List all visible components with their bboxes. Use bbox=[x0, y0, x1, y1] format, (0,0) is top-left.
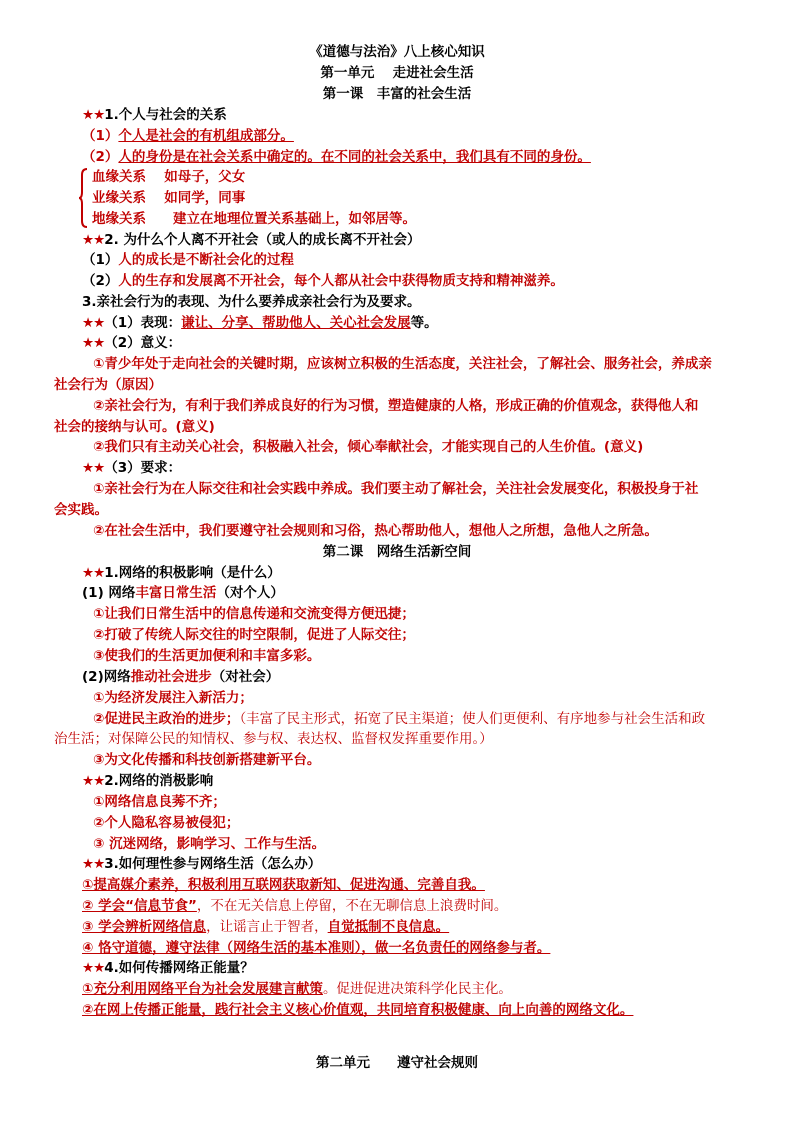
negative-2: ②个人隐私容易被侵犯； bbox=[93, 815, 240, 831]
participation-1: ①提高媒介素养，积极利用互联网获取新知、促进沟通、完善自我。 bbox=[82, 877, 485, 893]
star-icon: ★★ bbox=[82, 315, 105, 331]
star-icon: ★★ bbox=[82, 232, 105, 248]
heading-rational-participation: ★★3.如何理性参与网络生活（怎么办） bbox=[82, 856, 322, 872]
lesson-2-title: 第二课 网络生活新空间 bbox=[322, 544, 472, 560]
relation-work: 业缘关系 如同学，同事 bbox=[92, 190, 246, 206]
prosocial-requirement-label: ★★（3）要求： bbox=[82, 460, 182, 476]
impact-social-3: ③为文化传播和科技创新搭建新平台。 bbox=[93, 752, 321, 768]
star-icon: ★★ bbox=[82, 107, 105, 123]
relation-location: 地缘关系 建立在地理位置关系基础上，如邻居等。 bbox=[92, 211, 416, 227]
prosocial-significance-label: ★★（2）意义： bbox=[82, 335, 182, 351]
impact-social-2-cont: 治生活；对保障公民的知情权、参与权、表达权、监督权发挥重要作用。） bbox=[54, 731, 493, 747]
heading-prosocial: 3.亲社会行为的表现、为什么要养成亲社会行为及要求。 bbox=[82, 294, 421, 310]
heading-why-society: ★★2. 为什么个人离不开社会（或人的成长离不开社会） bbox=[82, 232, 421, 248]
impact-personal-2: ②打破了传统人际交往的时空限制，促进了人际交往； bbox=[93, 627, 415, 643]
star-icon: ★★ bbox=[82, 773, 105, 789]
participation-2: ② 学会“信息节食”，不在无关信息上停留，不在无聊信息上浪费时间。 bbox=[82, 898, 508, 914]
requirement-1a: ①亲社会行为在人际交往和社会实践中养成。我们要主动了解社会，关注社会发展变化，积极投身于社 bbox=[93, 481, 699, 497]
prosocial-manifestation: ★★（1）表现：谦让、分享、帮助他人、关心社会发展等。 bbox=[82, 315, 438, 331]
point-2: （2）人的身份是在社会关系中确定的。在不同的社会关系中，我们具有不同的身份。 bbox=[82, 149, 591, 165]
significance-3: ②我们只有主动关心社会，积极融入社会，倾心奉献社会，才能实现自己的人生价值。(意义) bbox=[93, 439, 644, 455]
impact-personal-1: ①让我们日常生活中的信息传递和交流变得方便迅捷； bbox=[93, 606, 415, 622]
star-icon: ★★ bbox=[82, 856, 105, 872]
negative-1: ①网络信息良莠不齐； bbox=[93, 794, 226, 810]
impact-social-heading: (2)网络推动社会进步（对社会） bbox=[82, 669, 280, 685]
impact-personal-heading: (1) 网络丰富日常生活（对个人） bbox=[82, 585, 284, 601]
heading-positive-energy: ★★4.如何传播网络正能量？ bbox=[82, 960, 254, 976]
positive-energy-1: ①充分利用网络平台为社会发展建言献策。促进促进决策科学化民主化。 bbox=[82, 981, 512, 997]
heading-negative-impact: ★★2.网络的消极影响 bbox=[82, 773, 214, 789]
point-1: （1）个人是社会的有机组成部分。 bbox=[82, 128, 294, 144]
unit-1-title: 第一单元 走进社会生活 bbox=[320, 65, 474, 81]
negative-3: ③ 沉迷网络，影响学习、工作与生活。 bbox=[93, 836, 326, 852]
reason-1: （1）人的成长是不断社会化的过程 bbox=[82, 252, 294, 268]
unit-2-title: 第二单元 遵守社会规则 bbox=[316, 1055, 478, 1071]
star-icon: ★★ bbox=[82, 335, 105, 351]
brace-icon bbox=[78, 167, 88, 229]
impact-social-1: ①为经济发展注入新活力； bbox=[93, 690, 253, 706]
reason-2: （2）人的生存和发展离不开社会，每个人都从社会中获得物质支持和精神滋养。 bbox=[82, 273, 564, 289]
significance-2b: 社会的接纳与认可。(意义) bbox=[54, 419, 215, 435]
participation-3: ③ 学会辨析网络信息，让谣言止于智者，自觉抵制不良信息。 bbox=[82, 919, 450, 935]
star-icon: ★★ bbox=[82, 960, 105, 976]
positive-energy-2: ②在网上传播正能量，践行社会主义核心价值观，共同培育积极健康、向上向善的网络文化。 bbox=[82, 1002, 634, 1018]
requirement-1b: 会实践。 bbox=[54, 502, 108, 518]
significance-2a: ②亲社会行为，有利于我们养成良好的行为习惯，塑造健康的人格，形成正确的价值观念，获得他人和 bbox=[93, 398, 699, 414]
star-icon: ★★ bbox=[82, 460, 105, 476]
significance-1a: ①青少年处于走向社会的关键时期，应该树立积极的生活态度，关注社会，了解社会、服务社会，养成亲 bbox=[93, 356, 712, 372]
document-title: 《道德与法治》八上核心知识 bbox=[309, 44, 485, 60]
relation-blood: 血缘关系 如母子，父女 bbox=[92, 169, 246, 185]
star-icon: ★★ bbox=[82, 565, 105, 581]
significance-1b: 社会行为（原因） bbox=[54, 377, 162, 393]
heading-individual-society: ★★1.个人与社会的关系 bbox=[82, 107, 227, 123]
impact-personal-3: ③使我们的生活更加便利和丰富多彩。 bbox=[93, 648, 321, 664]
requirement-2: ②在社会生活中，我们要遵守社会规则和习俗，热心帮助他人，想他人之所想，急他人之所急。 bbox=[93, 523, 658, 539]
impact-social-2: ②促进民主政治的进步；（丰富了民主形式，拓宽了民主渠道；使人们更便利、有序地参与社会生活和政 bbox=[93, 711, 706, 727]
lesson-1-title: 第一课 丰富的社会生活 bbox=[322, 86, 472, 102]
heading-positive-impact: ★★1.网络的积极影响（是什么） bbox=[82, 565, 281, 581]
participation-4: ④ 恪守道德，遵守法律（网络生活的基本准则），做一名负责任的网络参与者。 bbox=[82, 940, 551, 956]
